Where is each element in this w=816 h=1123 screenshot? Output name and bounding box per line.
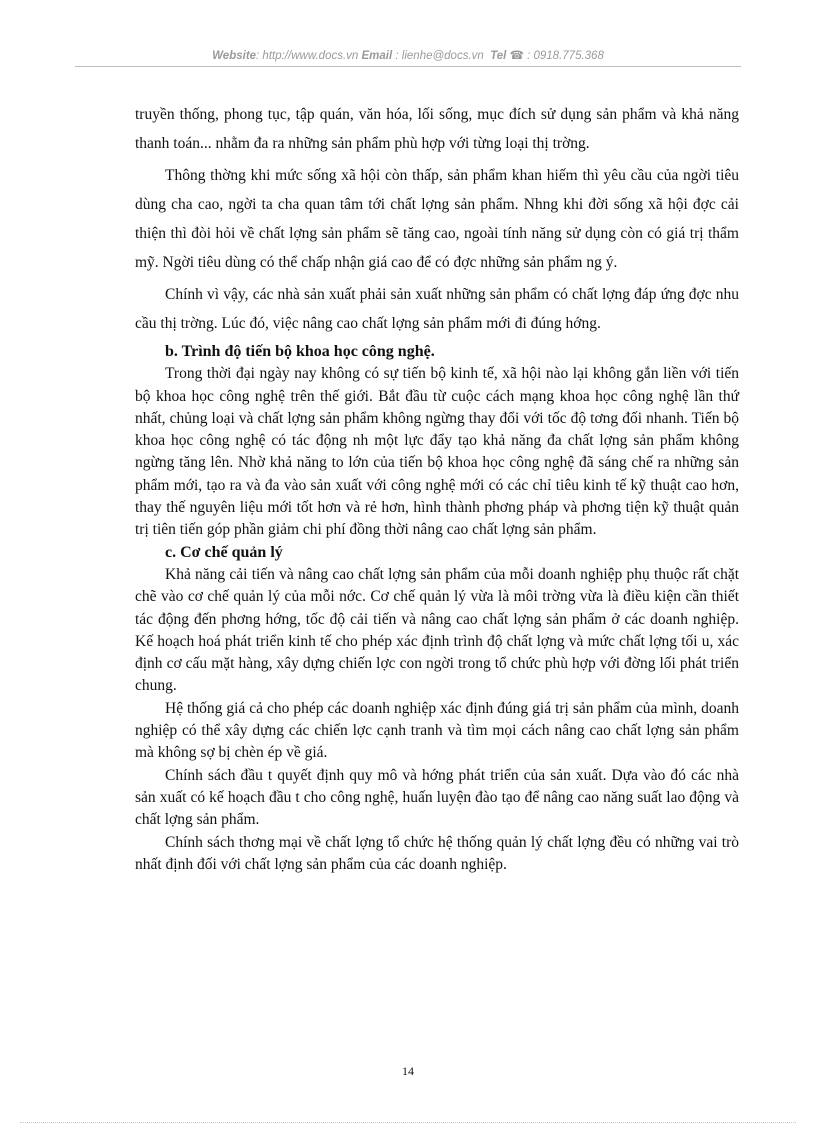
page-number: 14 [402, 1064, 414, 1078]
website-url: : http://www.docs.vn [256, 50, 359, 62]
page-header [0, 48, 816, 62]
paragraph: Khả năng cải tiến và nâng cao chất lợng sản phẩm của mỗi doanh nghiệp phụ thuộc rất chặt chẽ vào cơ chế quản lý của mỗi nớc. Cơ chế quản lý vừa là môi trờng vừa là điều kiện cần thiết tác động đến phơng hớng, tốc độ cải tiến và nâng cao chất lợng sản phẩm ở các doanh nghiệp. Kế hoạch hoá phát triển kinh tế cho phép xác định trình độ chất lợng và mức chất lợng tối u, xác định cơ cấu mặt hàng, xây dựng chiến lợc con ngời trong tổ chức phù hợp với đờng lối phát triển chung. [135, 565, 739, 695]
email-address: : lienhe@docs.vn [392, 50, 484, 62]
paragraph: Hệ thống giá cả cho phép các doanh nghiệp xác định đúng giá trị sản phẩm của mình, doanh nghiệp có thể xây dựng các chiến lợc cạnh tranh và tìm mọi cách nâng cao chất lợng sản phẩm mà không sợ bị chèn ép về giá. [135, 699, 739, 762]
website-label: Website [212, 50, 257, 62]
document-body [135, 100, 739, 876]
paragraph: truyền thống, phong tục, tập quán, văn hóa, lối sống, mục đích sử dụng sản phẩm và khả năng thanh toán... nhằm đa ra những sản phẩm phù hợp với từng loại thị trờng. [135, 106, 739, 152]
tel-number: ☎ : 0918.775.368 [506, 50, 604, 62]
paragraph: Thông thờng khi mức sống xã hội còn thấp, sản phẩm khan hiếm thì yêu cầu của ngời tiêu dùng cha cao, ngời ta cha quan tâm tới chất lợng sản phẩm. Nhng khi đời sống xã hội đợc cải thiện thì đòi hỏi về chất lợng sản phẩm sẽ tăng cao, ngoài tính năng sử dụng còn có giá trị thẩm mỹ. Ngời tiêu dùng có thể chấp nhận giá cao để có đợc những sản phẩm ng ý. [135, 167, 739, 271]
section-factors [135, 341, 739, 876]
paragraph: Trong thời đại ngày nay không có sự tiến bộ kinh tế, xã hội nào lại không gắn liền với tiến bộ khoa học công nghệ trên thế giới. Bắt đầu từ cuộc cách mạng khoa học công nghệ lần thứ nhất, chủng loại và chất lợng sản phẩm không ngừng thay đổi với tốc độ tơng đối nhanh. Tiến bộ khoa học công nghệ có tác động nh một lực đẩy tạo khả năng đa chất lợng sản phẩm không ngừng tăng lên. Nhờ khả năng to lớn của tiến bộ khoa học công nghệ đã sáng chế ra những sản phẩm mới, tạo ra và đa vào sản xuất với công nghệ mới có các chỉ tiêu kinh tế kỹ thuật cao hơn, thay thế nguyên liệu mới tốt hơn và rẻ hơn, hình thành phơng pháp và phơng tiện kỹ thuật quản trị tiên tiến góp phần giảm chi phí đồng thời nâng cao chất lợng sản phẩm. [135, 365, 739, 539]
header-divider [75, 66, 741, 67]
tel-label: Tel [490, 50, 507, 62]
paragraph: Chính sách đầu t quyết định quy mô và hớng phát triển của sản xuất. Dựa vào đó các nhà sản xuất có kế hoạch đầu t cho công nghệ, huấn luyện đào tạo để nâng cao năng suất lao động và chất lợng sản phẩm. [135, 766, 739, 829]
paragraph: Chính sách thơng mại về chất lợng tổ chức hệ thống quản lý chất lợng đều có những vai trò nhất định đối với chất lợng sản phẩm của các doanh nghiệp. [135, 833, 739, 873]
section-market-demand [135, 100, 739, 338]
heading-technology: b. Trình độ tiến bộ khoa học công nghệ. [165, 343, 435, 360]
email-label: Email [361, 50, 393, 62]
heading-management: c. Cơ chế quản lý [165, 543, 283, 561]
paragraph: Chính vì vậy, các nhà sản xuất phải sản xuất những sản phẩm có chất lợng đáp ứng đợc nhu cầu thị trờng. Lúc đó, việc nâng cao chất lợng sản phẩm mới đi đúng hớng. [135, 286, 739, 332]
